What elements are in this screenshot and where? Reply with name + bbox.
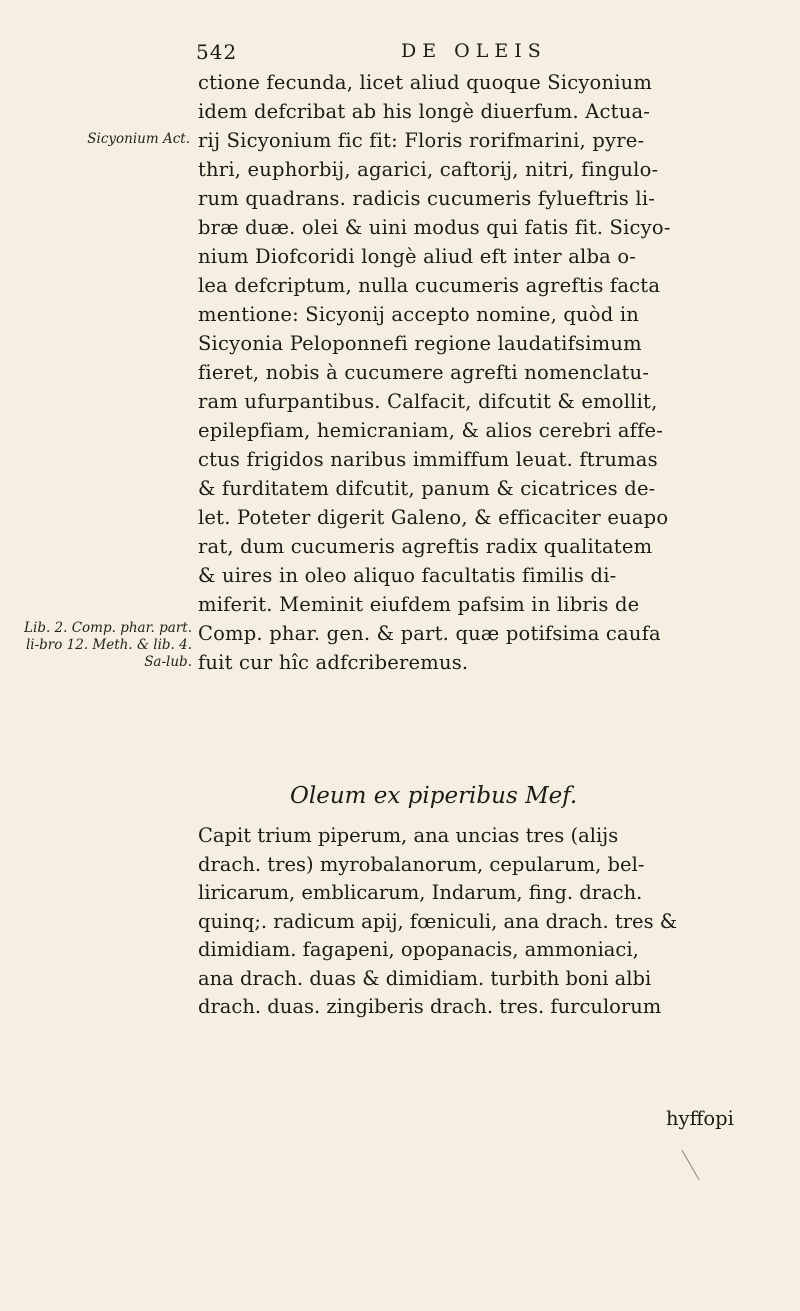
main-text-block bbox=[198, 68, 758, 677]
text-line: fieret, nobis à cucumere agrefti nomenclatu- bbox=[198, 361, 650, 384]
running-title: DE OLEIS bbox=[401, 40, 547, 62]
margin-note-sicyonium: Sicyonium Act. bbox=[87, 131, 190, 147]
page-number: 542 bbox=[196, 40, 238, 64]
text-line: bræ duæ. olei & uini modus qui fatis fit. Sicyo- bbox=[198, 216, 671, 239]
text-line: ctus frigidos naribus immiffum leuat. ftrumas bbox=[198, 448, 658, 471]
text-line: rum quadrans. radicis cucumeris fylueftris li- bbox=[198, 187, 656, 210]
text-line: fuit cur hîc adfcriberemus. bbox=[198, 651, 469, 674]
text-line: thri, euphorbij, agarici, caftorij, nitri, fingulo- bbox=[198, 158, 659, 181]
recipe-line: liricarum, emblicarum, Indarum, fing. drach. bbox=[198, 881, 643, 904]
recipe-line: quinq;. radicum apij, fœniculi, ana drach. tres & bbox=[198, 909, 678, 933]
margin-note-reference: Lib. 2. Comp. phar. part. li-bro 12. Meth. & lib. 4. Sa-lub. bbox=[24, 620, 192, 670]
text-line: miferit. Meminit eiufdem pafsim in libris de bbox=[198, 593, 640, 616]
text-line: & furditatem difcutit, panum & cicatrices de- bbox=[198, 477, 656, 500]
recipe-line: drach. tres) myrobalanorum, cepularum, bel- bbox=[198, 852, 645, 876]
text-line: idem defcribat ab his longè diuerfum. Actua- bbox=[198, 100, 651, 123]
recipe-text-block bbox=[198, 822, 758, 1022]
text-line: Comp. phar. gen. & part. quæ potifsima caufa bbox=[198, 622, 661, 645]
text-line: mentione: Sicyonij accepto nomine, quòd in bbox=[198, 303, 640, 326]
text-line: ctione fecunda, licet aliud quoque Sicyonium bbox=[198, 71, 653, 94]
text-line: Sicyonia Peloponnefi regione laudatifsimum bbox=[198, 332, 642, 355]
recipe-line: ana drach. duas & dimidiam. turbith boni albi bbox=[198, 966, 652, 990]
recipe-line: Capit trium piperum, ana uncias tres (alijs bbox=[198, 824, 619, 847]
text-line: ram ufurpantibus. Calfacit, difcutit & emollit, bbox=[198, 390, 658, 413]
pencil-mark bbox=[682, 1150, 700, 1180]
section-heading: Oleum ex piperibus Mef. bbox=[290, 783, 578, 809]
recipe-line: drach. duas. zingiberis drach. tres. furculorum bbox=[198, 995, 662, 1018]
catchword: hyffopi bbox=[666, 1107, 734, 1130]
recipe-line: dimidiam. fagapeni, opopanacis, ammoniaci, bbox=[198, 938, 639, 961]
text-line: nium Diofcoridi longè aliud eft inter alba o- bbox=[198, 245, 637, 268]
text-line: lea defcriptum, nulla cucumeris agreftis facta bbox=[198, 274, 661, 297]
text-line: rat, dum cucumeris agreftis radix qualitatem bbox=[198, 535, 653, 558]
text-line: epilepfiam, hemicraniam, & alios cerebri affe- bbox=[198, 419, 664, 442]
text-line: & uires in oleo aliquo facultatis fimilis di- bbox=[198, 564, 617, 587]
text-line: rij Sicyonium fic fit: Floris rorifmarini, pyre- bbox=[198, 129, 645, 152]
text-line: let. Poteter digerit Galeno, & efficaciter euapo bbox=[198, 506, 669, 529]
